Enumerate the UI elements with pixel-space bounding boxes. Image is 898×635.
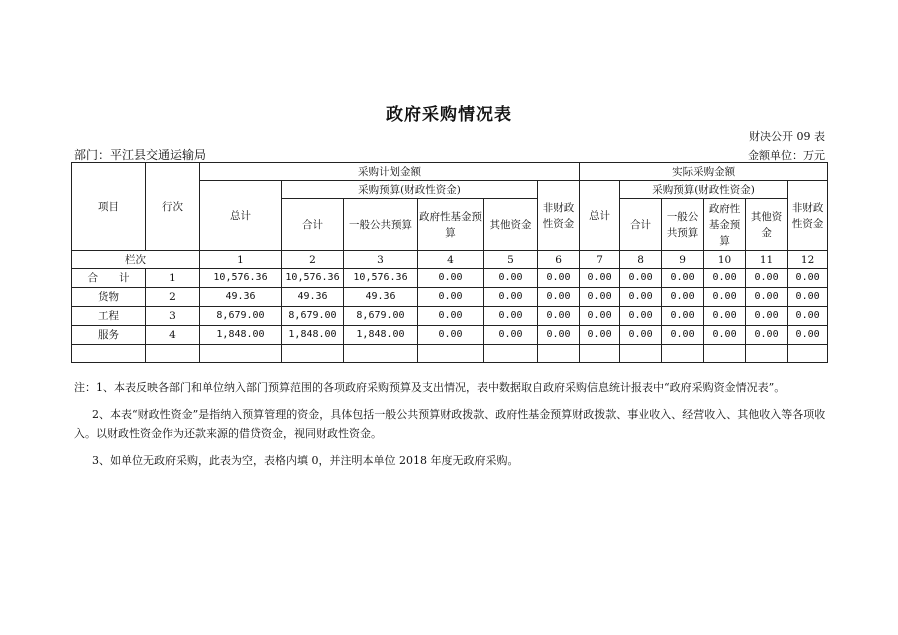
row-value: 0.00 (746, 269, 788, 288)
row-number: 3 (146, 307, 200, 326)
header-other-funds: 其他资金 (484, 199, 538, 251)
row-value: 0.00 (662, 326, 704, 345)
notes-section (74, 378, 834, 478)
row-value: 1,848.00 (200, 326, 282, 345)
row-value: 49.36 (282, 288, 344, 307)
row-number: 4 (146, 326, 200, 345)
column-number: 11 (746, 251, 788, 269)
row-value: 0.00 (620, 307, 662, 326)
row-value: 0.00 (580, 288, 620, 307)
row-value: 0.00 (418, 269, 484, 288)
column-number: 2 (282, 251, 344, 269)
header-actual-total: 总计 (580, 181, 620, 251)
note-1: 注：1、本表反映各部门和单位纳入部门预算范围的各项政府采购预算及支出情况，表中数据取自政府采购信息统计报表中“政府采购资金情况表”。 (74, 381, 786, 394)
table-row (72, 288, 828, 307)
row-item: 工程 (72, 307, 146, 326)
header-non-fiscal: 非财政性资金 (538, 181, 580, 251)
row-value: 0.00 (704, 326, 746, 345)
row-value: 8,679.00 (282, 307, 344, 326)
header-fund-budget: 政府性基金预算 (418, 199, 484, 251)
row-value: 10,576.36 (282, 269, 344, 288)
department-label: 部门：平江县交通运输局 (74, 148, 207, 162)
row-number: 1 (146, 269, 200, 288)
row-value: 0.00 (662, 307, 704, 326)
row-value: 0.00 (538, 288, 580, 307)
row-value: 0.00 (418, 288, 484, 307)
header-actual-general-budget: 一般公共预算 (662, 199, 704, 251)
column-number: 4 (418, 251, 484, 269)
column-label: 栏次 (72, 251, 200, 269)
row-value: 0.00 (746, 326, 788, 345)
row-item: 货物 (72, 288, 146, 307)
page-title: 政府采购情况表 (386, 105, 512, 125)
row-value: 49.36 (200, 288, 282, 307)
column-number: 7 (580, 251, 620, 269)
row-value: 0.00 (746, 307, 788, 326)
row-value: 0.00 (746, 288, 788, 307)
header-budget-fiscal: 采购预算(财政性资金) (282, 181, 538, 199)
row-value: 0.00 (662, 288, 704, 307)
row-value: 0.00 (704, 307, 746, 326)
row-value: 0.00 (620, 288, 662, 307)
row-value: 0.00 (484, 269, 538, 288)
row-value: 0.00 (788, 307, 828, 326)
header-actual-other-funds: 其他资金 (746, 199, 788, 251)
column-number: 3 (344, 251, 418, 269)
header-actual-fund-budget: 政府性基金预算 (704, 199, 746, 251)
row-value: 0.00 (580, 269, 620, 288)
row-item: 服务 (72, 326, 146, 345)
header-actual-non-fiscal: 非财政性资金 (788, 181, 828, 251)
row-value: 0.00 (418, 326, 484, 345)
column-number-row (72, 251, 828, 269)
row-value: 0.00 (538, 326, 580, 345)
row-value: 0.00 (704, 269, 746, 288)
row-item: 合 计 (72, 269, 146, 288)
header-subtotal: 合计 (282, 199, 344, 251)
row-value: 0.00 (484, 326, 538, 345)
header-total: 总计 (200, 181, 282, 251)
column-number: 10 (704, 251, 746, 269)
blank-row (72, 345, 828, 363)
row-value: 0.00 (620, 326, 662, 345)
row-value: 0.00 (580, 307, 620, 326)
row-value: 0.00 (704, 288, 746, 307)
row-value: 0.00 (788, 326, 828, 345)
row-value: 0.00 (788, 269, 828, 288)
column-number: 5 (484, 251, 538, 269)
table-row (72, 269, 828, 288)
procurement-table (71, 162, 828, 363)
row-value: 0.00 (484, 288, 538, 307)
row-value: 0.00 (484, 307, 538, 326)
header-row-no: 行次 (146, 163, 200, 251)
header-planned: 采购计划金额 (200, 163, 580, 181)
row-value: 0.00 (538, 269, 580, 288)
row-value: 0.00 (538, 307, 580, 326)
form-number: 财决公开 09 表 (749, 130, 825, 143)
row-value: 10,576.36 (200, 269, 282, 288)
row-value: 0.00 (788, 288, 828, 307)
column-number: 12 (788, 251, 828, 269)
row-value: 8,679.00 (200, 307, 282, 326)
header-actual: 实际采购金额 (580, 163, 828, 181)
row-value: 10,576.36 (344, 269, 418, 288)
row-value: 0.00 (662, 269, 704, 288)
table-row (72, 326, 828, 345)
row-value: 1,848.00 (344, 326, 418, 345)
row-value: 49.36 (344, 288, 418, 307)
row-value: 0.00 (620, 269, 662, 288)
row-value: 0.00 (418, 307, 484, 326)
table-row (72, 307, 828, 326)
header-actual-budget-fiscal: 采购预算(财政性资金) (620, 181, 788, 199)
amount-unit: 金额单位：万元 (748, 149, 825, 162)
row-value: 8,679.00 (344, 307, 418, 326)
header-item: 项目 (72, 163, 146, 251)
column-number: 9 (662, 251, 704, 269)
row-number: 2 (146, 288, 200, 307)
column-number: 8 (620, 251, 662, 269)
row-value: 1,848.00 (282, 326, 344, 345)
row-value: 0.00 (580, 326, 620, 345)
column-number: 6 (538, 251, 580, 269)
column-number: 1 (200, 251, 282, 269)
header-actual-subtotal: 合计 (620, 199, 662, 251)
header-general-budget: 一般公共预算 (344, 199, 418, 251)
note-3: 3、如单位无政府采购，此表为空，表格内填 0，并注明本单位 2018 年度无政府采购。 (92, 454, 519, 467)
note-2: 2、本表“财政性资金”是指纳入预算管理的资金，具体包括一般公共预算财政拨款、政府性基金预算财政拨款、事业收入、经营收入、其他收入等各项收入。以财政性资金作为还款来源的借贷资金，视同财政性资金。 (74, 408, 826, 440)
